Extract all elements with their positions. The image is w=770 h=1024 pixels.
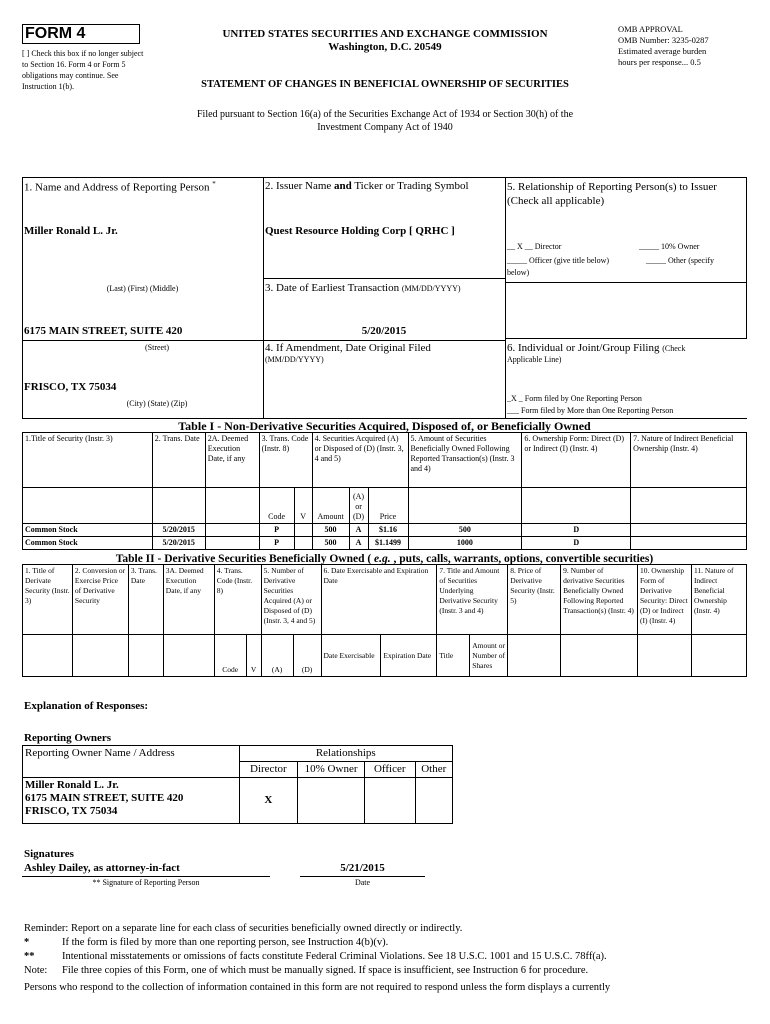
t1-sub-ad: (A) or (D) — [349, 488, 368, 524]
rel-director[interactable]: __ X __ Director — [507, 242, 562, 251]
signature-date-label: Date — [354, 878, 371, 887]
table1-nonderivative — [22, 432, 747, 550]
rel-other[interactable]: _____ Other (specify — [646, 256, 714, 265]
owner-col-ten-pct: 10% Owner — [298, 762, 365, 778]
t2-sub-expiration: Expiration Date — [381, 635, 437, 677]
agency-address: Washington, D.C. 20549 — [328, 41, 442, 53]
t2-sub-exercisable: Date Exercisable — [321, 635, 381, 677]
table2-title-pre: Table II - Derivative Securities Beneficially Owned ( — [115, 553, 375, 565]
t2-col-underlying: 7. Title and Amount of Securities Underlying Derivative Security (Instr. 3 and 4) — [437, 565, 508, 635]
name-parts-label: (Last) (First) (Middle) — [106, 284, 179, 293]
box6-check: (Check — [662, 344, 686, 353]
reporting-owners-table — [22, 745, 453, 824]
filed-pursuant — [130, 108, 640, 134]
t2-col-deemed: 3A. Deemed Execution Date, if any — [163, 565, 214, 635]
earliest-transaction-date: 5/20/2015 — [361, 325, 407, 337]
t1-col-owned: 5. Amount of Securities Beneficially Owned Following Reported Transaction(s) (Instr. 3 and 4) — [408, 433, 522, 488]
owner-col-officer: Officer — [364, 762, 415, 778]
see-instruction: See Instruction 1(b). — [22, 71, 119, 91]
box4-label: 4. If Amendment, Date Original Filed — [265, 342, 431, 354]
table-row — [23, 537, 747, 550]
t2-col-exercisable: 6. Date Exercisable and Expiration Date — [321, 565, 437, 635]
signature-name: Ashley Dailey, as attorney-in-fact — [24, 862, 180, 874]
box4-format: (MM/DD/YYYY) — [265, 355, 324, 364]
double-star-text: Intentional misstatements or omissions of facts constitute Federal Criminal Violations. See 18 U.S.C. 1001 and 15 U.S.C. 78ff(a). — [62, 951, 607, 962]
t2-col-date: 3. Trans. Date — [128, 565, 163, 635]
t1-row1-form: D — [522, 524, 631, 537]
omb-approval: OMB APPROVAL — [618, 24, 683, 34]
box1-label-text: 1. Name and Address of Reporting Person — [24, 181, 210, 194]
box2-label-pre: 2. Issuer Name — [265, 180, 335, 192]
t1-row2-owned: 1000 — [408, 537, 522, 550]
street-value: 6175 MAIN STREET, SUITE 420 — [24, 325, 183, 337]
omb-burden: Estimated average burden — [618, 46, 707, 56]
check-box-text — [22, 48, 150, 92]
t1-row1-owned: 500 — [408, 524, 522, 537]
t1-row1-title: Common Stock — [23, 524, 153, 537]
t1-col-date: 2. Trans. Date — [152, 433, 205, 488]
filing-one-person[interactable]: _X _ Form filed by One Reporting Person — [507, 394, 642, 403]
box2-label-post: Ticker or Trading Symbol — [351, 180, 469, 192]
t1-row2-date: 5/20/2015 — [152, 537, 205, 550]
t2-col-price: 8. Price of Derivative Security (Instr. 5) — [508, 565, 561, 635]
box1-label — [24, 180, 216, 194]
t2-col-title: 1. Title of Derivate Security (Instr. 3) — [23, 565, 73, 635]
filing-more-persons[interactable]: ___ Form filed by More than One Reporting Person — [507, 406, 674, 415]
table-row — [23, 524, 747, 537]
omb-box — [618, 24, 758, 68]
t1-sub-price: Price — [368, 488, 408, 524]
rel-other-below: below) — [507, 268, 530, 277]
rel-ten-pct-owner[interactable]: _____ 10% Owner — [639, 242, 700, 251]
t1-sub-v: V — [294, 488, 312, 524]
t1-row1-date: 5/20/2015 — [152, 524, 205, 537]
t1-row1-price: $1.16 — [368, 524, 408, 537]
box5-sub: (Check all applicable) — [507, 195, 605, 207]
table2-title-eg: e.g. — [374, 553, 391, 565]
statement-title: STATEMENT OF CHANGES IN BENEFICIAL OWNERSHIP OF SECURITIES — [201, 79, 569, 90]
explanation-heading: Explanation of Responses: — [24, 700, 149, 712]
table2-derivative — [22, 564, 747, 677]
t2-sub-code: Code — [214, 635, 246, 677]
note-marker: Note: — [24, 965, 48, 976]
signature-label: ** Signature of Reporting Person — [92, 878, 200, 887]
signatures-heading: Signatures — [24, 848, 74, 860]
t2-col-form: 10. Ownership Form of Derivative Security: Direct (D) or Indirect (I) (Instr. 4) — [638, 565, 692, 635]
box3-format: (MM/DD/YYYY) — [401, 284, 461, 293]
filed-line-1: Filed pursuant to Section 16(a) of the Securities Exchange Act of 1934 or Section 30(h) of the — [196, 109, 574, 120]
street-label: (Street) — [145, 343, 169, 352]
t1-sub-amount: Amount — [312, 488, 349, 524]
t1-col-title: 1.Title of Security (Instr. 3) — [23, 433, 153, 488]
t1-col-code: 3. Trans. Code (Instr. 8) — [259, 433, 312, 488]
box6-applicable: Applicable Line) — [507, 355, 562, 364]
t1-row1-code: P — [259, 524, 294, 537]
t2-sub-amount: Amount or Number of Shares — [470, 635, 508, 677]
agency-name: UNITED STATES SECURITIES AND EXCHANGE COMMISSION — [222, 28, 548, 40]
issuer-name: Quest Resource Holding Corp [ QRHC ] — [265, 225, 455, 237]
t1-col-deemed: 2A. Deemed Execution Date, if any — [205, 433, 259, 488]
owner-col-relationships: Relationships — [239, 746, 452, 762]
filed-line-2: Investment Company Act of 1940 — [317, 122, 453, 133]
t1-row1-amount: 500 — [312, 524, 349, 537]
reporting-person-name: Miller Ronald L. Jr. — [24, 225, 118, 237]
owner-street: 6175 MAIN STREET, SUITE 420 — [25, 792, 184, 804]
table1-title: Table I - Non-Derivative Securities Acquired, Disposed of, or Beneficially Owned — [178, 419, 591, 433]
t1-row2-code: P — [259, 537, 294, 550]
signature-date: 5/21/2015 — [340, 862, 385, 874]
reporting-owners-heading: Reporting Owners — [24, 732, 112, 744]
owner-col-director: Director — [239, 762, 298, 778]
star-note-marker: * — [24, 937, 30, 948]
box1-star: * — [212, 180, 216, 188]
box6-label — [507, 342, 747, 354]
omb-hours: hours per response... 0.5 — [618, 57, 701, 67]
t1-row2-ad: A — [349, 537, 368, 550]
t1-row2-form: D — [522, 537, 631, 550]
star-note-text: If the form is filed by more than one reporting person, see Instruction 4(b)(v). — [62, 937, 389, 948]
rel-officer[interactable]: _____ Officer (give title below) — [507, 256, 610, 265]
t2-col-code: 4. Trans. Code (Instr. 8) — [214, 565, 261, 635]
t2-sub-v: V — [246, 635, 261, 677]
table-row — [23, 778, 453, 824]
t2-sub-a: (A) — [261, 635, 293, 677]
city-label: (City) (State) (Zip) — [126, 399, 188, 408]
owner-name: Miller Ronald L. Jr. — [25, 779, 119, 791]
box5-label — [507, 180, 747, 208]
t2-sub-title: Title — [437, 635, 470, 677]
t2-sub-d: (D) — [293, 635, 321, 677]
t1-col-acquired: 4. Securities Acquired (A) or Disposed of (D) (Instr. 3, 4 and 5) — [312, 433, 408, 488]
t2-col-owned: 9. Number of derivative Securities Beneficially Owned Following Reported Transaction(s) (Instr. 4) — [561, 565, 638, 635]
t2-col-conversion: 2. Conversion or Exercise Price of Derivative Security — [72, 565, 128, 635]
box5-label-text: 5. Relationship of Reporting Person(s) to Issuer — [507, 181, 717, 193]
box2-label-and: and — [334, 180, 352, 192]
form-title: FORM 4 — [22, 24, 140, 44]
reminder-text: Reminder: Report on a separate line for each class of securities beneficially owned directly or indirectly. — [24, 923, 463, 934]
owner-city: FRISCO, TX 75034 — [25, 805, 118, 817]
check-box-statement: [ ] Check this box if no longer subject to Section 16. Form 4 or Form 5 obligations may continue. — [22, 49, 144, 80]
t2-col-number: 5. Number of Derivative Securities Acquired (A) or Disposed of (D) (Instr. 3, 4 and 5) — [261, 565, 321, 635]
owner-col-name: Reporting Owner Name / Address — [23, 746, 240, 762]
box2-label — [265, 180, 469, 192]
t1-row2-price: $1.1499 — [368, 537, 408, 550]
table2-title-post: , puts, calls, warrants, options, convertible securities) — [390, 553, 654, 565]
box6-label-text: 6. Individual or Joint/Group Filing — [507, 342, 660, 354]
t1-row2-title: Common Stock — [23, 537, 153, 550]
owner-address — [23, 778, 240, 824]
note-text: File three copies of this Form, one of which must be manually signed. If space is insufficient, see Instruction 6 for procedure. — [62, 965, 589, 976]
t1-row2-amount: 500 — [312, 537, 349, 550]
owner-col-other: Other — [415, 762, 452, 778]
box3-label — [265, 282, 461, 294]
box3-label-text: 3. Date of Earliest Transaction — [265, 282, 400, 294]
double-star-marker: ** — [24, 951, 35, 962]
owner-director-mark: X — [239, 778, 298, 824]
t1-sub-code: Code — [259, 488, 294, 524]
t1-row1-ad: A — [349, 524, 368, 537]
persons-respond-text: Persons who respond to the collection of information contained in this form are not required to respond unless the form displays a currently — [24, 982, 611, 993]
t1-col-nature: 7. Nature of Indirect Beneficial Ownership (Instr. 4) — [631, 433, 747, 488]
city-value: FRISCO, TX 75034 — [24, 381, 117, 393]
omb-number: OMB Number: 3235-0287 — [618, 35, 709, 45]
t1-col-form: 6. Ownership Form: Direct (D) or Indirect (I) (Instr. 4) — [522, 433, 631, 488]
t2-col-nature: 11. Nature of Indirect Beneficial Ownership (Instr. 4) — [691, 565, 746, 635]
